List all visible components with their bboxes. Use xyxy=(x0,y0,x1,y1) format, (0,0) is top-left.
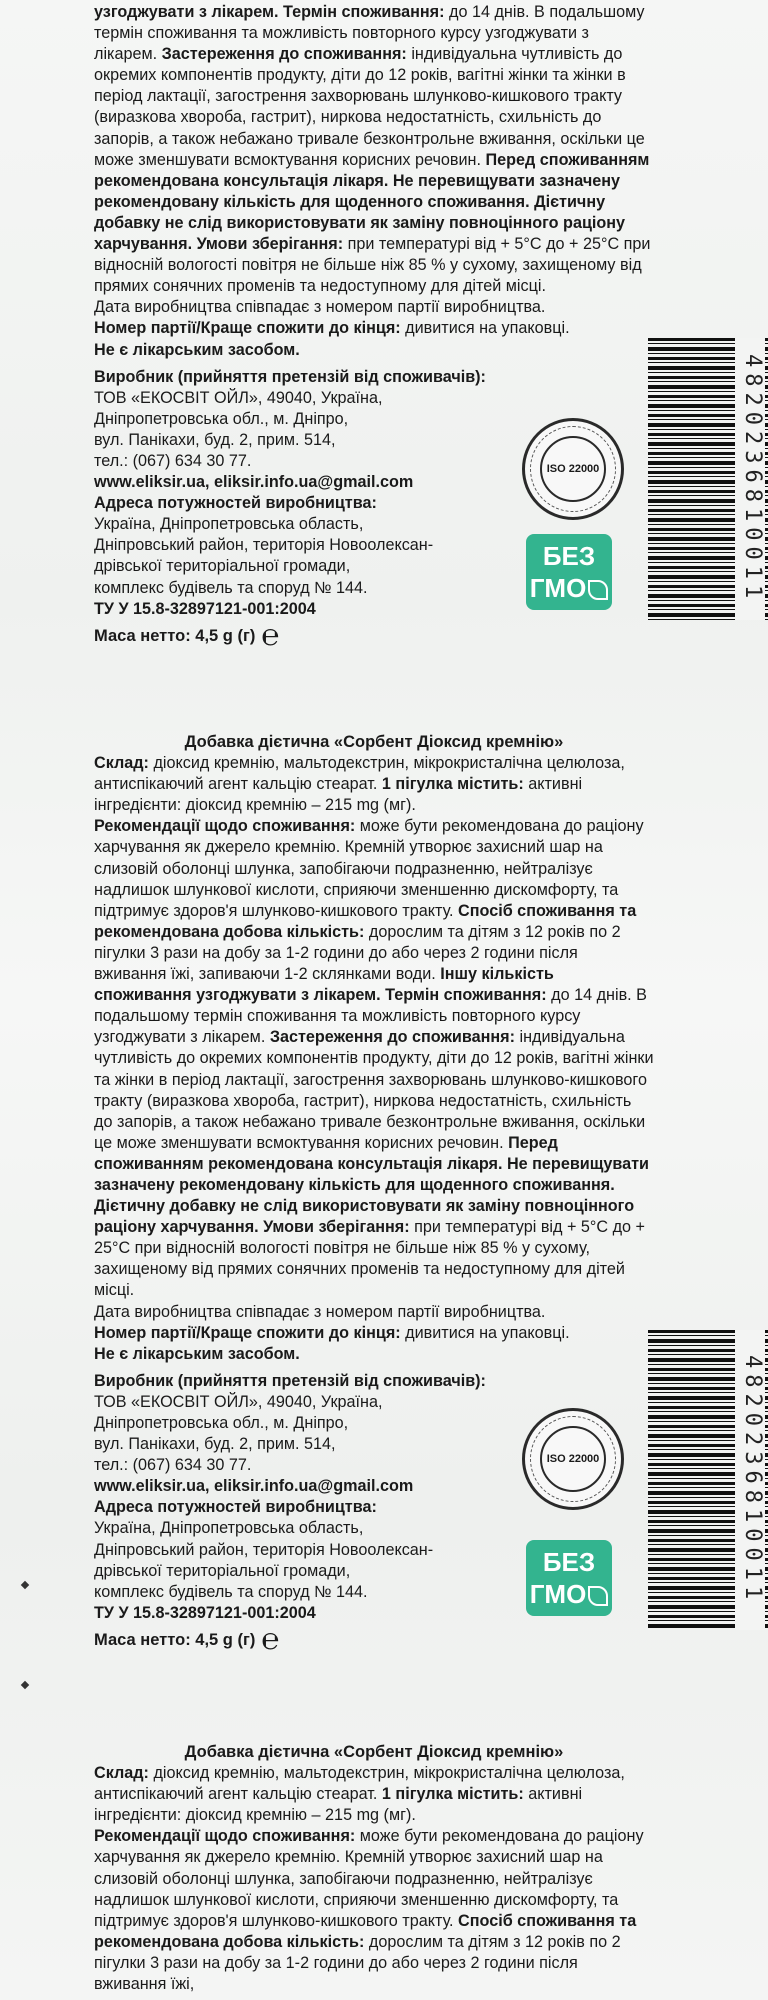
facility-label: Адреса потужностей виробництва: xyxy=(94,494,377,513)
leaf-icon xyxy=(588,1586,608,1606)
producer-line: Дніпропетровська обл., м. Дніпро, xyxy=(94,1414,349,1432)
not-medicine-text: Не є лікарським засобом. xyxy=(94,1344,300,1363)
facility-line: комплекс будівель та споруд № 144. xyxy=(94,578,368,597)
facility-line: комплекс будівель та споруд № 144. xyxy=(94,1582,368,1601)
product-title: Добавка дієтична «Сорбент Діоксид кремнію» xyxy=(184,1743,564,1761)
iso-badge-icon: ISO 22000 xyxy=(522,1408,624,1510)
batch-text: Номер партії/Краще спожити до кінця: дивитися на упаковці. xyxy=(94,1323,570,1342)
producer-line: ТОВ «ЕКОСВІТ ОЙЛ», 49040, Україна, xyxy=(94,1392,383,1411)
net-mass: Маса нетто: 4,5 g (г) ℮ xyxy=(94,1623,280,1657)
product-title: Добавка дієтична «Сорбент Діоксид кремнію» xyxy=(184,733,564,751)
producer-line: вул. Панікахи, буд. 2, прим. 514, xyxy=(94,430,336,449)
barcode-digits: 4820236810011 xyxy=(735,1330,765,1630)
production-date-text: Дата виробництва співпадає з номером партії виробництва. xyxy=(94,1302,546,1321)
label-section-3 xyxy=(94,1742,654,1995)
producer-phone: тел.: (067) 634 30 77. xyxy=(94,451,252,470)
facility-line: дрівської територіальної громади, xyxy=(94,557,351,576)
producer-line: вул. Панікахи, буд. 2, прим. 514, xyxy=(94,1435,336,1454)
batch-text: Номер партії/Краще спожити до кінця: дивитися на упаковці. xyxy=(94,319,570,338)
producer-label: Виробник (прийняття претензій від споживачів): xyxy=(94,367,486,386)
composition-text: Склад: діоксид кремнію, мальтодекстрин, мікрокристалічна целюлоза, антиспікаючий агент кальцію стеарат. 1 пігулка містить: активні інгредієнти: діоксид кремнію – 215 mg (мг). xyxy=(94,754,625,815)
net-mass: Маса нетто: 4,5 g (г) ℮ xyxy=(94,619,280,653)
facility-line: Україна, Дніпропетровська область, xyxy=(94,1519,364,1538)
recommendation-text: Рекомендації щодо споживання: може бути рекомендована до раціону харчування як джерело кремнію. Кремній утворює захисний шар на слизовій оболонці шлунка, запобігаючи подразненню, нейтралізує надлишок шлункової кислоти, сприяючи зменшенню дискомфорту, та підтримує здоров'я шлунково-кишкового тракту. Спосіб споживання та рекомендована добова кількість: дорослим та дітям з 12 років по 2 пігулки 3 рази на добу за 1-2 години до або через 2 години після вживання їжі, запиваючи 1-2 склянками води. Іншу кількість споживання узгоджувати з лікарем. Термін споживання: до 14 днів. В подальшому термін споживання та можливість повторного курсу узгоджувати з лікарем. Застереження до споживання: індивідуальна чутливість до окремих компонентів продукту, діти до 12 років, вагітні жінки та жінки в період лактації, загострення захворювань шлунково-кишкового тракту (виразкова хвороба, гастрит), ниркова недостатність, схильність до запорів, а також небажано тривале безконтрольне вживання, оскільки це може зменшувати всмоктування корисних речовин. Перед споживанням рекомендована консультація лікаря. Не перевищувати зазначену рекомендовану кількість для щоденного споживання. Дієтичну добавку не слід використовувати як заміну повноцінного раціону харчування. Умови зберігання: при температурі від + 5°С до + 25°С при відносній вологості повітря не більше ніж 85 % у сухому, захищеному від прямих сонячних променів та недоступному для дітей місці. xyxy=(94,817,654,1300)
tu-code: ТУ У 15.8-32897121-001:2004 xyxy=(94,1603,316,1622)
facility-label: Адреса потужностей виробництва: xyxy=(94,1498,377,1517)
gmo-free-badge: БЕЗ ГМО xyxy=(526,534,612,610)
e-mark-icon: ℮ xyxy=(261,619,280,653)
instructions-text: узгоджувати з лікарем. Термін споживання: до 14 днів. В подальшому термін споживання та можливість повторного курсу узгоджувати з лікарем. Застереження до споживання: індивідуальна чутливість до окремих компонентів продукту, діти до 12 років, вагітні жінки та жінки в період лактації, загострення захворювань шлунково-кишкового тракту (виразкова хвороба, гастрит), ниркова недостатність, схильність до запорів, а також небажано тривале безконтрольне вживання, оскільки це може зменшувати всмоктування корисних речовин. Перед споживанням рекомендована консультація лікаря. Не перевищувати зазначену рекомендовану кількість для щоденного споживання. Дієтичну добавку не слід використовувати як заміну повноцінного раціону харчування. Умови зберігання: при температурі від + 5°С до + 25°С при відносній вологості повітря не більше ніж 85 % у сухому, захищеному від прямих сонячних променів та недоступному для дітей місці. xyxy=(94,3,651,296)
not-medicine-text: Не є лікарським засобом. xyxy=(94,340,300,359)
producer-web: www.eliksir.ua, eliksir.info.ua@gmail.com xyxy=(94,1477,414,1496)
facility-line: Дніпровський район, територія Новоолексан- xyxy=(94,536,434,555)
gmo-free-badge: БЕЗ ГМО xyxy=(526,1540,612,1616)
facility-line: Україна, Дніпропетровська область, xyxy=(94,515,364,534)
e-mark-icon: ℮ xyxy=(261,1623,280,1657)
tu-code: ТУ У 15.8-32897121-001:2004 xyxy=(94,599,316,618)
leaf-icon xyxy=(588,580,608,600)
iso-badge-icon: ISO 22000 xyxy=(522,418,624,520)
producer-line: Дніпропетровська обл., м. Дніпро, xyxy=(94,409,349,428)
producer-line: ТОВ «ЕКОСВІТ ОЙЛ», 49040, Україна, xyxy=(94,388,383,407)
label-section-2 xyxy=(94,732,654,1657)
producer-phone: тел.: (067) 634 30 77. xyxy=(94,1456,252,1475)
recommendation-text: Рекомендації щодо споживання: може бути рекомендована до раціону харчування як джерело кремнію. Кремній утворює захисний шар на слизовій оболонці шлунка, запобігаючи подразненню, нейтралізує надлишок шлункової кислоти, сприяючи зменшенню дискомфорту, та підтримує здоров'я шлунково-кишкового тракту. Спосіб споживання та рекомендована добова кількість: дорослим та дітям з 12 років по 2 пігулки 3 рази на добу за 1-2 години до або через 2 години після вживання їжі, xyxy=(94,1827,644,1994)
producer-label: Виробник (прийняття претензій від споживачів): xyxy=(94,1371,486,1390)
facility-line: Дніпровський район, територія Новоолексан- xyxy=(94,1540,434,1559)
composition-text: Склад: діоксид кремнію, мальтодекстрин, мікрокристалічна целюлоза, антиспікаючий агент кальцію стеарат. 1 пігулка містить: активні інгредієнти: діоксид кремнію – 215 mg (мг). xyxy=(94,1764,625,1825)
production-date-text: Дата виробництва співпадає з номером партії виробництва. xyxy=(94,298,546,317)
facility-line: дрівської територіальної громади, xyxy=(94,1561,351,1580)
barcode-digits: 4820236810011 xyxy=(735,338,765,620)
producer-web: www.eliksir.ua, eliksir.info.ua@gmail.com xyxy=(94,473,414,492)
